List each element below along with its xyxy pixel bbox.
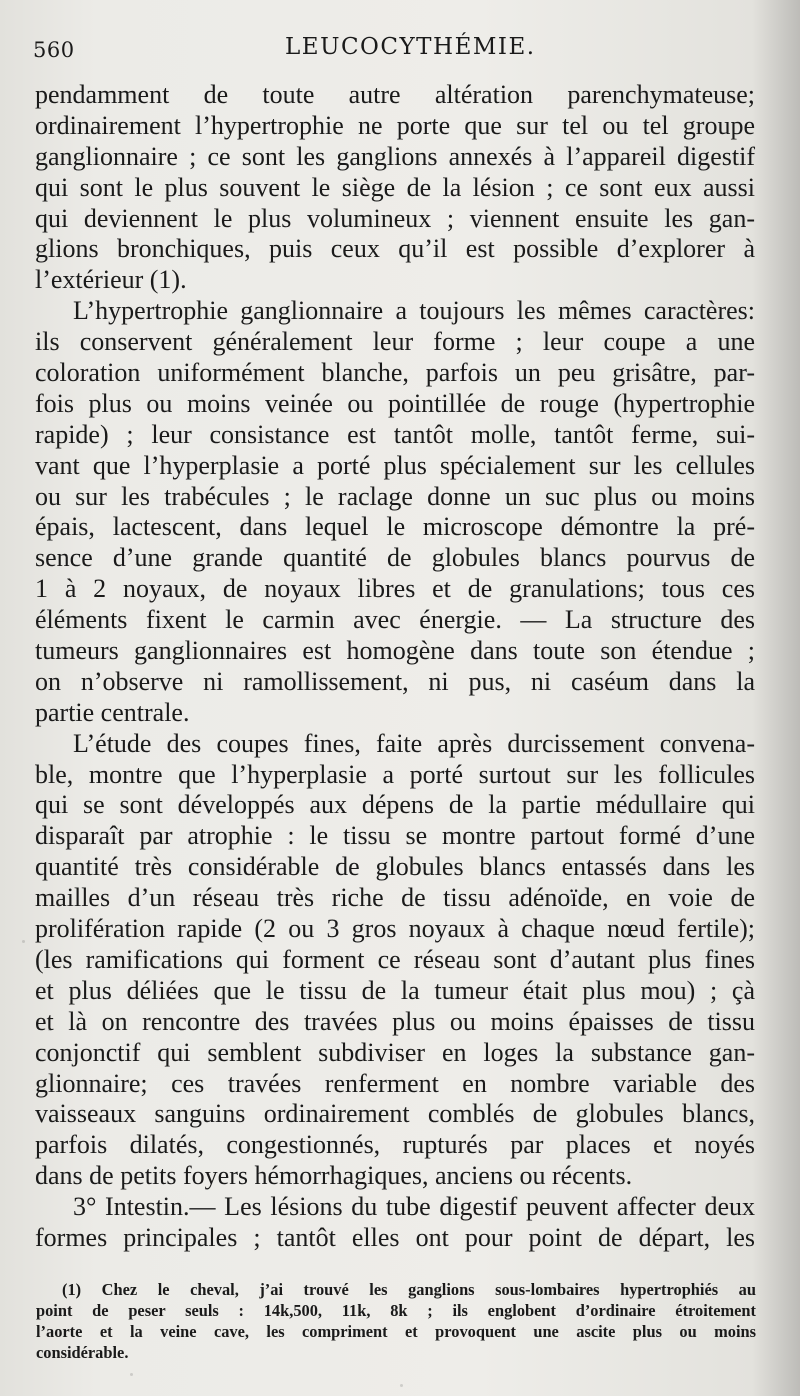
text-line: prolifération rapide (2 ou 3 gros noyaux à chaque nœud fertile); (35, 914, 755, 944)
text-line: 1 à 2 noyaux, de noyaux libres et de granulations; tous ces (35, 574, 755, 604)
text-line: on n’observe ni ramollissement, ni pus, ni caséum dans la (35, 666, 755, 696)
paper-speck (130, 1373, 133, 1376)
text-line: quantité très considérable de globules blancs entassés dans les (35, 852, 755, 882)
text-line: ganglionnaire ; ce sont les ganglions annexés à l’appareil digestif (35, 141, 755, 171)
text-line: rapide) ; leur consistance est tantôt molle, tantôt ferme, sui- (35, 419, 755, 449)
paper-speck (22, 940, 25, 943)
text-line: pendamment de toute autre altération parenchymateuse; (35, 80, 755, 109)
text-line: formes principales ; tantôt elles ont pour point de départ, les (35, 1222, 755, 1252)
body-text (35, 80, 755, 1254)
text-line: vant que l’hyperplasie a porté plus spécialement sur les cellules (35, 450, 755, 480)
text-line: et plus déliées que le tissu de la tumeur était plus mou) ; çà (35, 975, 755, 1005)
text-line: L’étude des coupes fines, faite après durcissement convena- (73, 728, 755, 758)
text-line: parfois dilatés, congestionnés, rupturés par places et noyés (35, 1130, 755, 1160)
text-line: qui sont le plus souvent le siège de la lésion ; ce sont eux aussi (35, 172, 755, 202)
text-line: sence d’une grande quantité de globules blancs pourvus de (35, 543, 755, 573)
text-line: mailles d’un réseau très riche de tissu adénoïde, en voie de (35, 883, 755, 913)
text-line: glionnaire; ces travées renferment en nombre variable des (35, 1068, 755, 1098)
text-line: tumeurs ganglionnaires est homogène dans toute son étendue ; (35, 636, 755, 666)
footnote-line: (1) Chez le cheval, j’ai trouvé les ganglions sous-lombaires hypertrophiés au (62, 1280, 756, 1299)
paper-speck (400, 1384, 403, 1387)
text-line: ils conservent généralement leur forme ; leur coupe a une (35, 327, 755, 357)
page-number: 560 (33, 38, 75, 62)
text-line: dans de petits foyers hémorrhagiques, anciens ou récents. (35, 1161, 633, 1191)
text-line: vaisseaux sanguins ordinairement comblés de globules blancs, (35, 1099, 755, 1129)
running-head (33, 32, 754, 64)
running-title: LEUCOCYTHÉMIE. (285, 34, 536, 60)
text-line: (les ramifications qui forment ce réseau sont d’autant plus fines (35, 944, 755, 974)
text-line: ordinairement l’hypertrophie ne porte que sur tel ou tel groupe (35, 110, 755, 140)
text-line: 3° Intestin.— Les lésions du tube digestif peuvent affecter deux (73, 1192, 755, 1222)
text-line: et là on rencontre des travées plus ou moins épaisses de tissu (35, 1006, 755, 1036)
text-line: qui se sont développés aux dépens de la partie médullaire qui (35, 790, 755, 820)
text-line: éléments fixent le carmin avec énergie. — La structure des (35, 605, 755, 635)
text-line: ble, montre que l’hyperplasie a porté surtout sur les follicules (35, 759, 755, 789)
text-line: conjonctif qui semblent subdiviser en loges la substance gan- (35, 1037, 755, 1067)
footnote-line: l’aorte et la veine cave, les compriment et provoquent une ascite plus ou moins (36, 1322, 756, 1341)
text-line: épais, lactescent, dans lequel le microscope démontre la pré- (35, 512, 755, 542)
text-line: fois plus ou moins veinée ou pointillée de rouge (hypertrophie (35, 388, 755, 418)
text-line: glions bronchiques, puis ceux qu’il est possible d’explorer à (35, 234, 755, 264)
text-line: ou sur les trabécules ; le raclage donne un suc plus ou moins (35, 481, 755, 511)
text-line: qui deviennent le plus volumineux ; viennent ensuite les gan- (35, 203, 755, 233)
footnote-line: considérable. (36, 1343, 129, 1362)
footnote-line: point de peser seuls : 14k,500, 11k, 8k ; ils englobent d’ordinaire étroitement (36, 1301, 756, 1320)
text-line: l’extérieur (1). (35, 265, 187, 295)
paper-speck (48, 1028, 51, 1031)
text-line: L’hypertrophie ganglionnaire a toujours les mêmes caractères: (73, 296, 755, 326)
footnote (36, 1279, 756, 1363)
text-line: disparaît par atrophie : le tissu se montre partout formé d’une (35, 821, 755, 851)
text-line: coloration uniformément blanche, parfois un peu grisâtre, par- (35, 358, 755, 388)
text-line: partie centrale. (35, 697, 190, 727)
